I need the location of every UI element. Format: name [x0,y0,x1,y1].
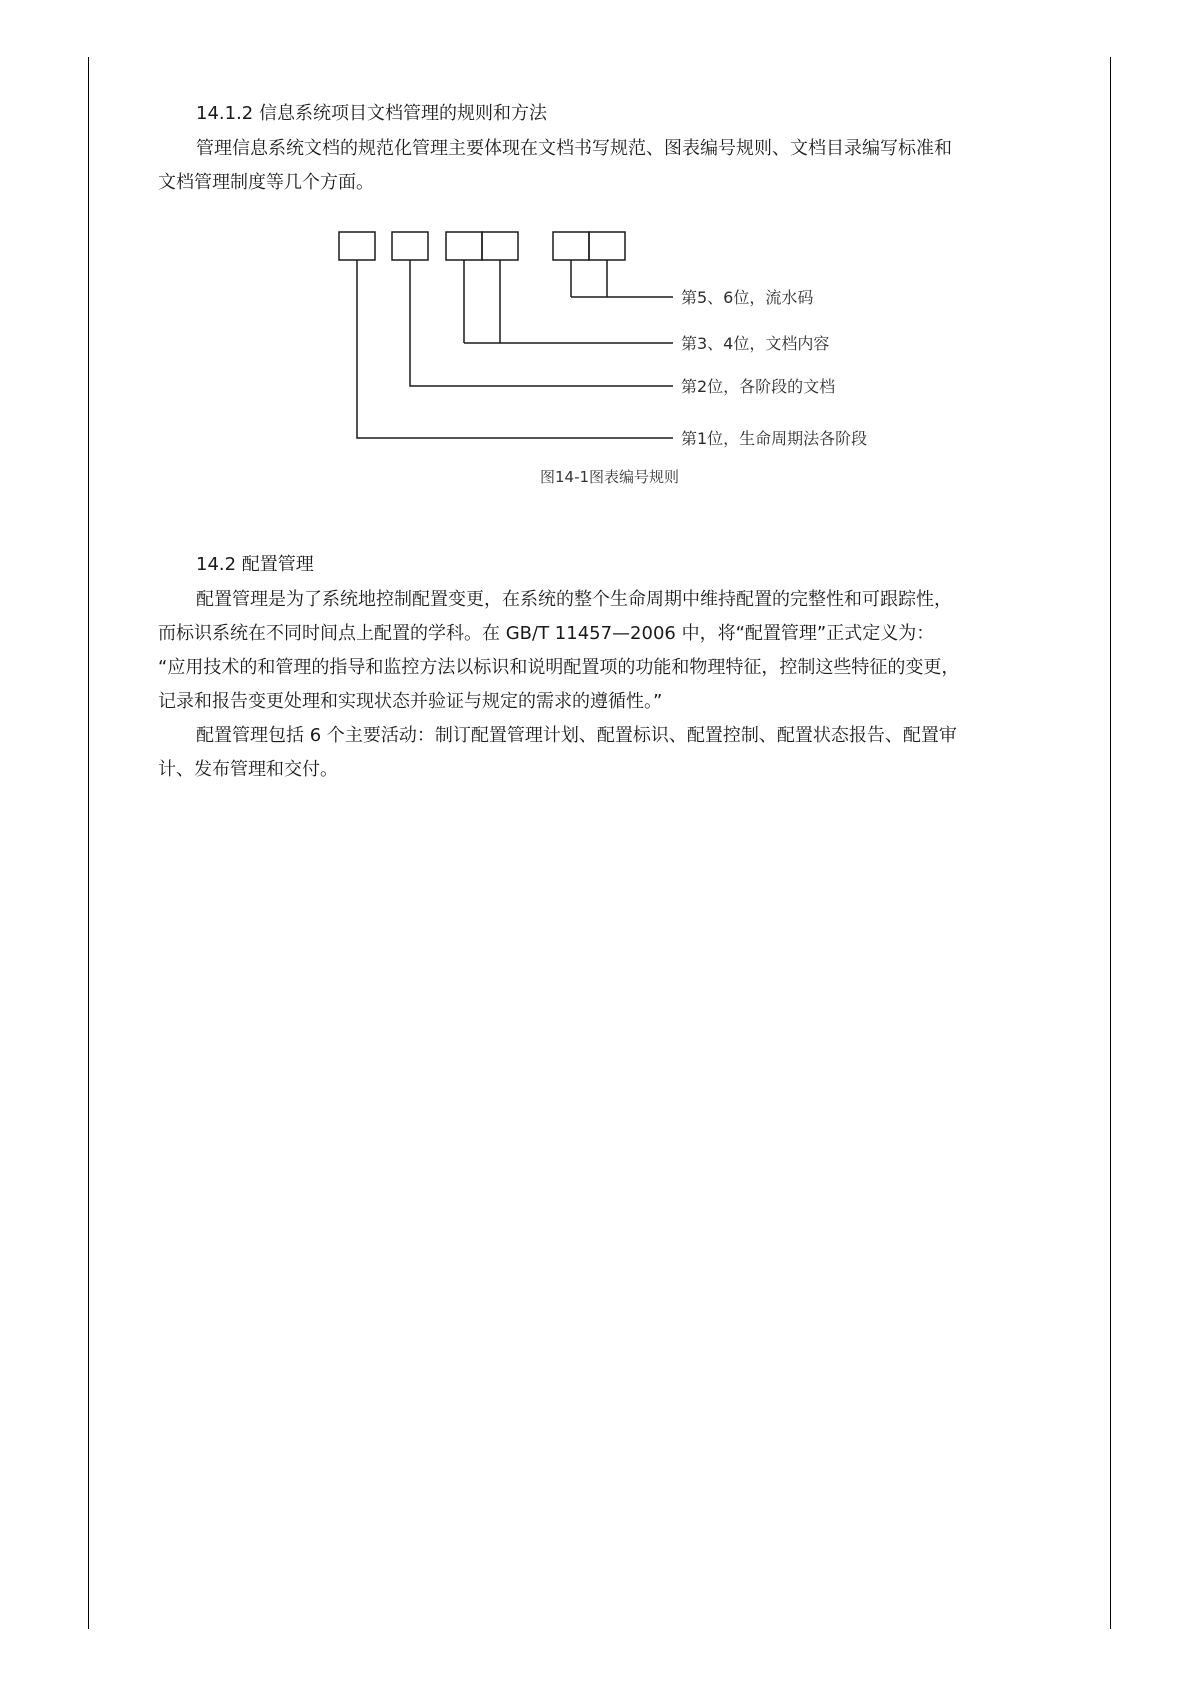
numbering-rule-diagram [320,220,920,500]
label-digits-5-6: 第5、6位，流水码 [681,288,814,307]
connector-digit-1 [357,260,673,438]
digit-box-4 [482,232,518,260]
label-digits-3-4: 第3、4位，文档内容 [681,334,830,353]
label-digit-1: 第1位，生命周期法各阶段 [681,429,868,448]
digit-box-2 [392,232,428,260]
section-heading-14-2: 14.2 配置管理 [196,554,314,575]
figure-caption: 图14-1图表编号规则 [540,468,680,486]
paragraph-line: 记录和报告变更处理和实现状态并验证与规定的需求的遵循性。” [158,691,663,712]
paragraph-line: 而标识系统在不同时间点上配置的学科。在 GB/T 11457—2006 中，将“配置管理”正式定义为： [158,623,935,644]
right-margin-rule [1110,57,1111,1629]
paragraph-line: 配置管理是为了系统地控制配置变更，在系统的整个生命周期中维持配置的完整性和可跟踪性， [196,589,952,610]
digit-box-3 [446,232,482,260]
paragraph-line: “应用技术的和管理的指导和监控方法以标识和说明配置项的功能和物理特征，控制这些特征的变更， [158,657,960,678]
digit-box-6 [589,232,625,260]
paragraph-line: 配置管理包括 6 个主要活动：制订配置管理计划、配置标识、配置控制、配置状态报告、配置审 [196,725,957,746]
section-heading-14-1-2: 14.1.2 信息系统项目文档管理的规则和方法 [196,103,547,124]
label-digit-2: 第2位，各阶段的文档 [681,377,836,396]
paragraph-line: 计、发布管理和交付。 [158,759,338,780]
left-margin-rule [88,57,89,1629]
paragraph-line: 文档管理制度等几个方面。 [158,172,374,193]
digit-box-1 [339,232,375,260]
connector-digits-5-6 [571,260,673,297]
connector-digits-3-4 [464,260,673,343]
digit-box-5 [553,232,589,260]
connector-digit-2 [410,260,673,386]
paragraph-line: 管理信息系统文档的规范化管理主要体现在文档书写规范、图表编号规则、文档目录编写标准和 [196,138,952,159]
